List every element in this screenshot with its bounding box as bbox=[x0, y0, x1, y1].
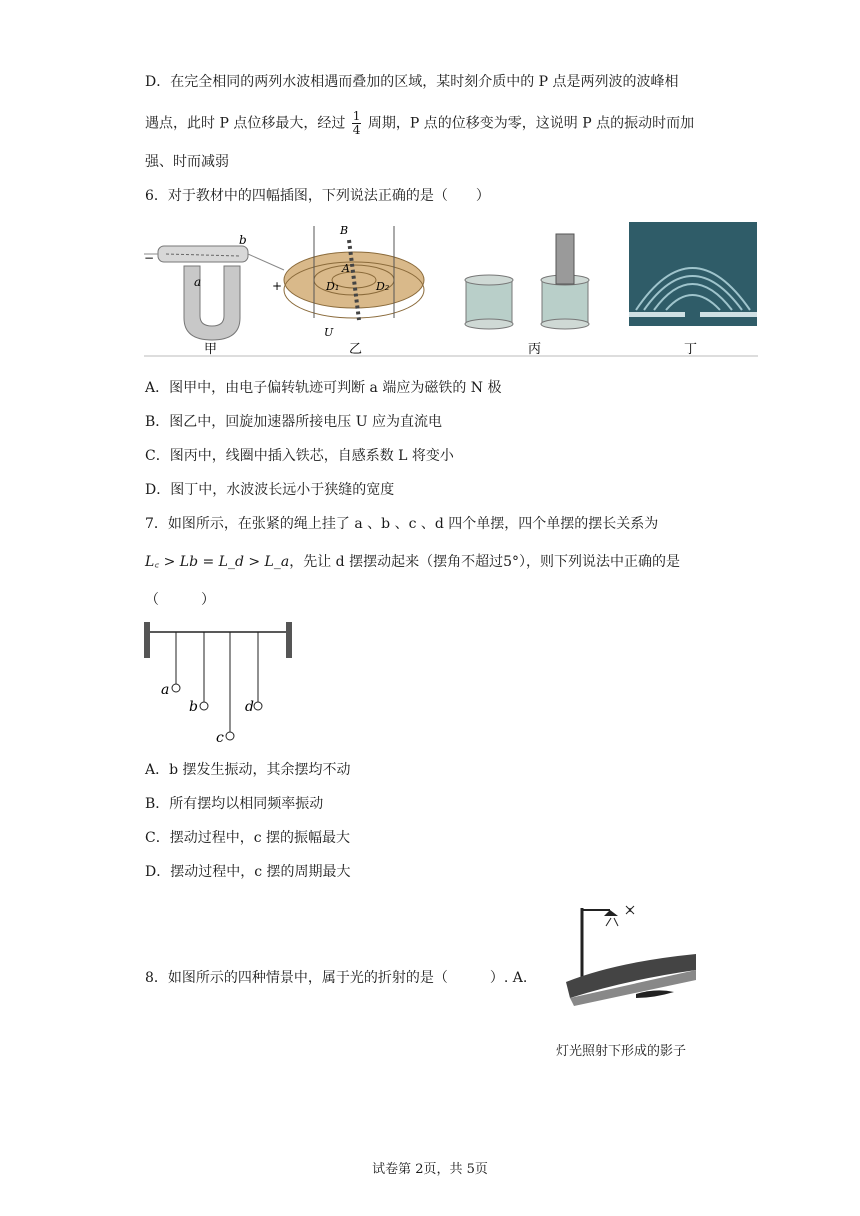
pendulum-figure bbox=[144, 622, 294, 744]
pendulum-label-d: d bbox=[245, 699, 254, 715]
q7-option-b: B．所有摆均以相同频率振动 bbox=[145, 796, 324, 812]
fig-label-D1: D₁ bbox=[326, 280, 340, 293]
q7-option-d: D．摆动过程中，c 摆的周期最大 bbox=[145, 864, 351, 880]
fig-label-minus: − bbox=[144, 251, 155, 265]
quarter-fraction bbox=[352, 110, 362, 137]
q8-option-a-caption: 灯光照射下形成的影子 bbox=[556, 1044, 687, 1059]
q6-option-a: A．图甲中，由电子偏转轨迹可判断 a 端应为磁铁的 N 极 bbox=[145, 380, 502, 396]
fig-label-B: B bbox=[340, 224, 349, 237]
pendulum-label-a: a bbox=[161, 682, 170, 698]
q5-option-d-line2-b: 周期，P 点的位移变为零，这说明 P 点的振动时而加 bbox=[367, 115, 695, 132]
q7-option-c: C．摆动过程中，c 摆的振幅最大 bbox=[145, 830, 351, 846]
q6-figure bbox=[144, 218, 758, 358]
q7-stem-line1: 7．如图所示，在张紧的绳上挂了 a 、b 、c 、d 四个单摆，四个单摆的摆长关系为 bbox=[145, 516, 659, 532]
fig-yi-cyclotron bbox=[284, 224, 424, 357]
q6-option-d: D．图丁中，水波波长远小于狭缝的宽度 bbox=[145, 482, 395, 498]
q7-option-a: A．b 摆发生振动，其余摆均不动 bbox=[145, 762, 351, 778]
fig-label-a: a bbox=[194, 275, 202, 289]
q5-option-d-line3: 强、时而减弱 bbox=[145, 154, 229, 170]
fig-label-jia: 甲 bbox=[204, 342, 218, 357]
q5-option-d-line2-a: 遇点，此时 P 点位移最大，经过 bbox=[145, 115, 346, 132]
fig-label-A: A bbox=[342, 262, 350, 275]
q8-stem: 8．如图所示的四种情景中，属于光的折射的是（ ）. A. bbox=[145, 970, 528, 986]
fig-label-bing: 丙 bbox=[528, 342, 542, 357]
q8-option-a-image bbox=[556, 902, 706, 1024]
fig-ding-water-wave bbox=[629, 222, 757, 357]
q7-stem-line2 bbox=[145, 552, 680, 572]
fig-label-U: U bbox=[324, 326, 334, 339]
fig-label-yi: 乙 bbox=[349, 342, 363, 357]
q5-option-d-line2 bbox=[145, 110, 694, 137]
page-footer: 试卷第 2页，共 5页 bbox=[372, 1162, 488, 1177]
pendulum-label-b: b bbox=[189, 699, 198, 715]
q5-option-d-line1: D．在完全相同的两列水波相遇而叠加的区域，某时刻介质中的 P 点是两列波的波峰相 bbox=[145, 74, 679, 90]
q7-stem-line3: （ ） bbox=[145, 592, 215, 608]
q6-option-c: C．图丙中，线圈中插入铁芯，自感系数 L 将变小 bbox=[145, 448, 454, 464]
fig-jia-magnet bbox=[144, 233, 284, 357]
fraction-numerator: 1 bbox=[352, 109, 361, 123]
fraction-denominator: 4 bbox=[352, 123, 361, 137]
pendulum-length-relation: L꜀ > Lb = L_d > L_a bbox=[145, 554, 290, 570]
q6-option-b: B．图乙中，回旋加速器所接电压 U 应为直流电 bbox=[145, 414, 442, 430]
fig-label-b: b bbox=[239, 233, 247, 247]
fig-bing-coils bbox=[465, 234, 589, 357]
pendulum-label-c: c bbox=[216, 730, 224, 744]
fig-label-plus: + bbox=[272, 279, 283, 293]
q7-stem-line2-text: ，先让 d 摆摆动起来（摆角不超过5°），则下列说法中正确的是 bbox=[289, 554, 680, 570]
fig-label-ding: 丁 bbox=[684, 342, 698, 357]
q6-stem: 6．对于教材中的四幅插图，下列说法正确的是（ ） bbox=[145, 188, 490, 204]
fig-label-D2: D₂ bbox=[376, 280, 390, 293]
